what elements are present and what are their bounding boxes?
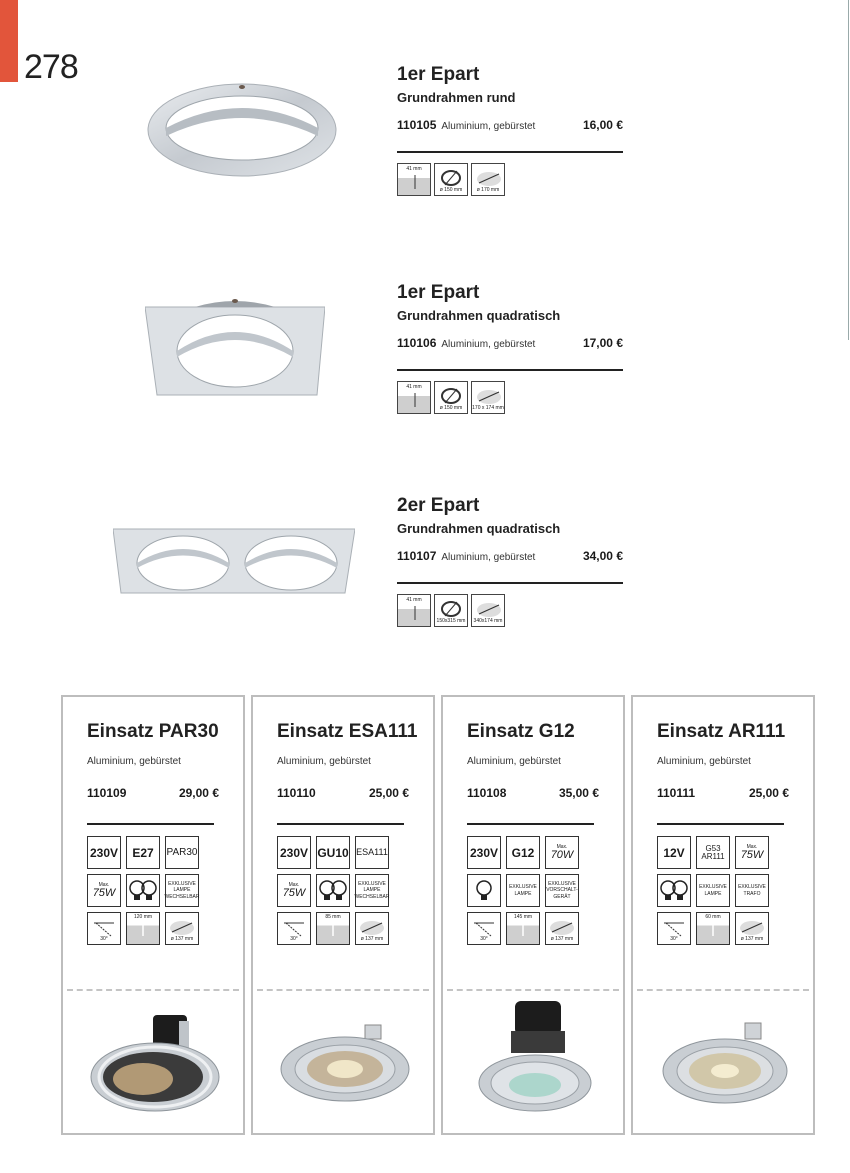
spec-grid [87, 836, 202, 945]
product-material: Aluminium, gebürstet [441, 552, 536, 563]
card-price: 25,00 € [748, 786, 789, 800]
beam-angle-icon: 30° [277, 912, 311, 945]
exclusive-ballast-badge: EXKLUSIVE VORSCHALT-GERÄT [545, 874, 579, 907]
exclusive-transformer-badge: EXKLUSIVE TRAFO [735, 874, 769, 907]
divider [277, 823, 404, 825]
max-watt-badge: Max. 75W [735, 836, 769, 869]
product-title: 2er Epart [397, 495, 480, 516]
depth-icon: 41 mm [397, 594, 431, 627]
dashed-divider [447, 989, 619, 991]
beam-angle-icon: 30° [467, 912, 501, 945]
dashed-divider [257, 989, 429, 991]
voltage-badge: 230V [87, 836, 121, 869]
insert-card-g12 [441, 695, 625, 1135]
card-material: Aluminium, gebürstet [467, 756, 561, 767]
insert-card-ar111 [631, 695, 815, 1135]
beam-angle-icon: 30° [87, 912, 121, 945]
product-code: 110107 [397, 549, 437, 563]
lamp-type-badge: ESA111 [355, 836, 389, 869]
page-number: 278 [24, 48, 78, 86]
product-code: 110105 [397, 118, 437, 132]
bulb-led-icon [126, 874, 160, 907]
height-icon: 85 mm [316, 912, 350, 945]
product-code: 110106 [397, 336, 437, 350]
divider [467, 823, 594, 825]
double-frame-image [113, 523, 355, 597]
diameter-icon: ø 137 mm [735, 912, 769, 945]
diameter-icon: ø 137 mm [165, 912, 199, 945]
card-title: Einsatz G12 [467, 721, 575, 742]
divider [657, 823, 784, 825]
height-icon: 145 mm [506, 912, 540, 945]
lamp-type-badge: PAR30 [165, 836, 199, 869]
product-110105 [397, 64, 623, 196]
voltage-badge: 230V [467, 836, 501, 869]
socket-badge: G53 AR111 [696, 836, 730, 869]
diameter-icon: ø 137 mm [355, 912, 389, 945]
round-frame-image [145, 78, 340, 180]
product-subtitle: Grundrahmen rund [397, 90, 516, 105]
spec-icons [397, 594, 623, 627]
product-price: 17,00 € [582, 336, 623, 350]
beam-angle-icon: 30° [657, 912, 691, 945]
esa111-lamp-image [273, 1007, 417, 1117]
card-code: 110108 [467, 786, 507, 800]
exclusive-lamp-badge: EXKLUSIVE LAMPE WECHSELBAR [165, 874, 199, 907]
voltage-badge: 12V [657, 836, 691, 869]
divider [397, 369, 623, 371]
max-watt-badge: Max. 75W [277, 874, 311, 907]
depth-icon: 41 mm [397, 381, 431, 414]
socket-badge: GU10 [316, 836, 350, 869]
divider [397, 582, 623, 584]
product-110106 [397, 282, 623, 414]
spec-grid [657, 836, 772, 945]
product-title: 1er Epart [397, 282, 480, 303]
exclusive-lamp-badge: EXKLUSIVE LAMPE [506, 874, 540, 907]
depth-icon: 41 mm [397, 163, 431, 196]
card-title: Einsatz PAR30 [87, 721, 219, 742]
spec-grid [277, 836, 392, 945]
dashed-divider [637, 989, 809, 991]
card-material: Aluminium, gebürstet [87, 756, 181, 767]
exclusive-lamp-badge: EXKLUSIVE LAMPE [696, 874, 730, 907]
card-code: 110109 [87, 786, 127, 800]
card-title: Einsatz AR111 [657, 721, 786, 742]
bulb-led-icon [316, 874, 350, 907]
card-material: Aluminium, gebürstet [277, 756, 371, 767]
diameter-icon: 340x174 mm [471, 594, 505, 627]
diameter-icon: ø 137 mm [545, 912, 579, 945]
card-code: 110111 [657, 786, 696, 800]
page-accent-bar [0, 0, 18, 82]
card-price: 35,00 € [558, 786, 599, 800]
card-code: 110110 [277, 786, 316, 800]
max-watt-badge: Max. 70W [545, 836, 579, 869]
height-icon: 60 mm [696, 912, 730, 945]
card-title: Einsatz ESA111 [277, 721, 418, 742]
divider [397, 151, 623, 153]
product-subtitle: Grundrahmen quadratisch [397, 521, 561, 536]
socket-badge: G12 [506, 836, 540, 869]
spec-grid [467, 836, 582, 945]
insert-card-par30 [61, 695, 245, 1135]
divider [87, 823, 214, 825]
bulb-icon [467, 874, 501, 907]
insert-card-esa111 [251, 695, 435, 1135]
cutout-icon: 150x315 mm [434, 594, 468, 627]
square-frame-image [145, 295, 325, 401]
spec-icons [397, 381, 623, 414]
product-subtitle: Grundrahmen quadratisch [397, 308, 561, 323]
card-price: 29,00 € [178, 786, 219, 800]
max-watt-badge: Max. 75W [87, 874, 121, 907]
exclusive-lamp-badge: EXKLUSIVE LAMPE WECHSELBAR [355, 874, 389, 907]
height-icon: 120 mm [126, 912, 160, 945]
cutout-icon: ø 150 mm [434, 163, 468, 196]
voltage-badge: 230V [277, 836, 311, 869]
cutout-icon: ø 150 mm [434, 381, 468, 414]
product-price: 16,00 € [582, 118, 623, 132]
spec-icons [397, 163, 623, 196]
diameter-icon: 170 x 174 mm [471, 381, 505, 414]
product-price: 34,00 € [582, 549, 623, 563]
bulb-led-icon [657, 874, 691, 907]
diameter-icon: ø 170 mm [471, 163, 505, 196]
page-edge-rule [848, 0, 849, 340]
g12-lamp-image [463, 997, 607, 1121]
ar111-lamp-image [653, 1007, 797, 1117]
dashed-divider [67, 989, 239, 991]
socket-badge: E27 [126, 836, 160, 869]
product-110107 [397, 495, 623, 627]
product-title: 1er Epart [397, 64, 480, 85]
product-material: Aluminium, gebürstet [441, 121, 536, 132]
card-material: Aluminium, gebürstet [657, 756, 751, 767]
par30-lamp-image [83, 1007, 227, 1117]
card-price: 25,00 € [368, 786, 409, 800]
product-material: Aluminium, gebürstet [441, 339, 536, 350]
